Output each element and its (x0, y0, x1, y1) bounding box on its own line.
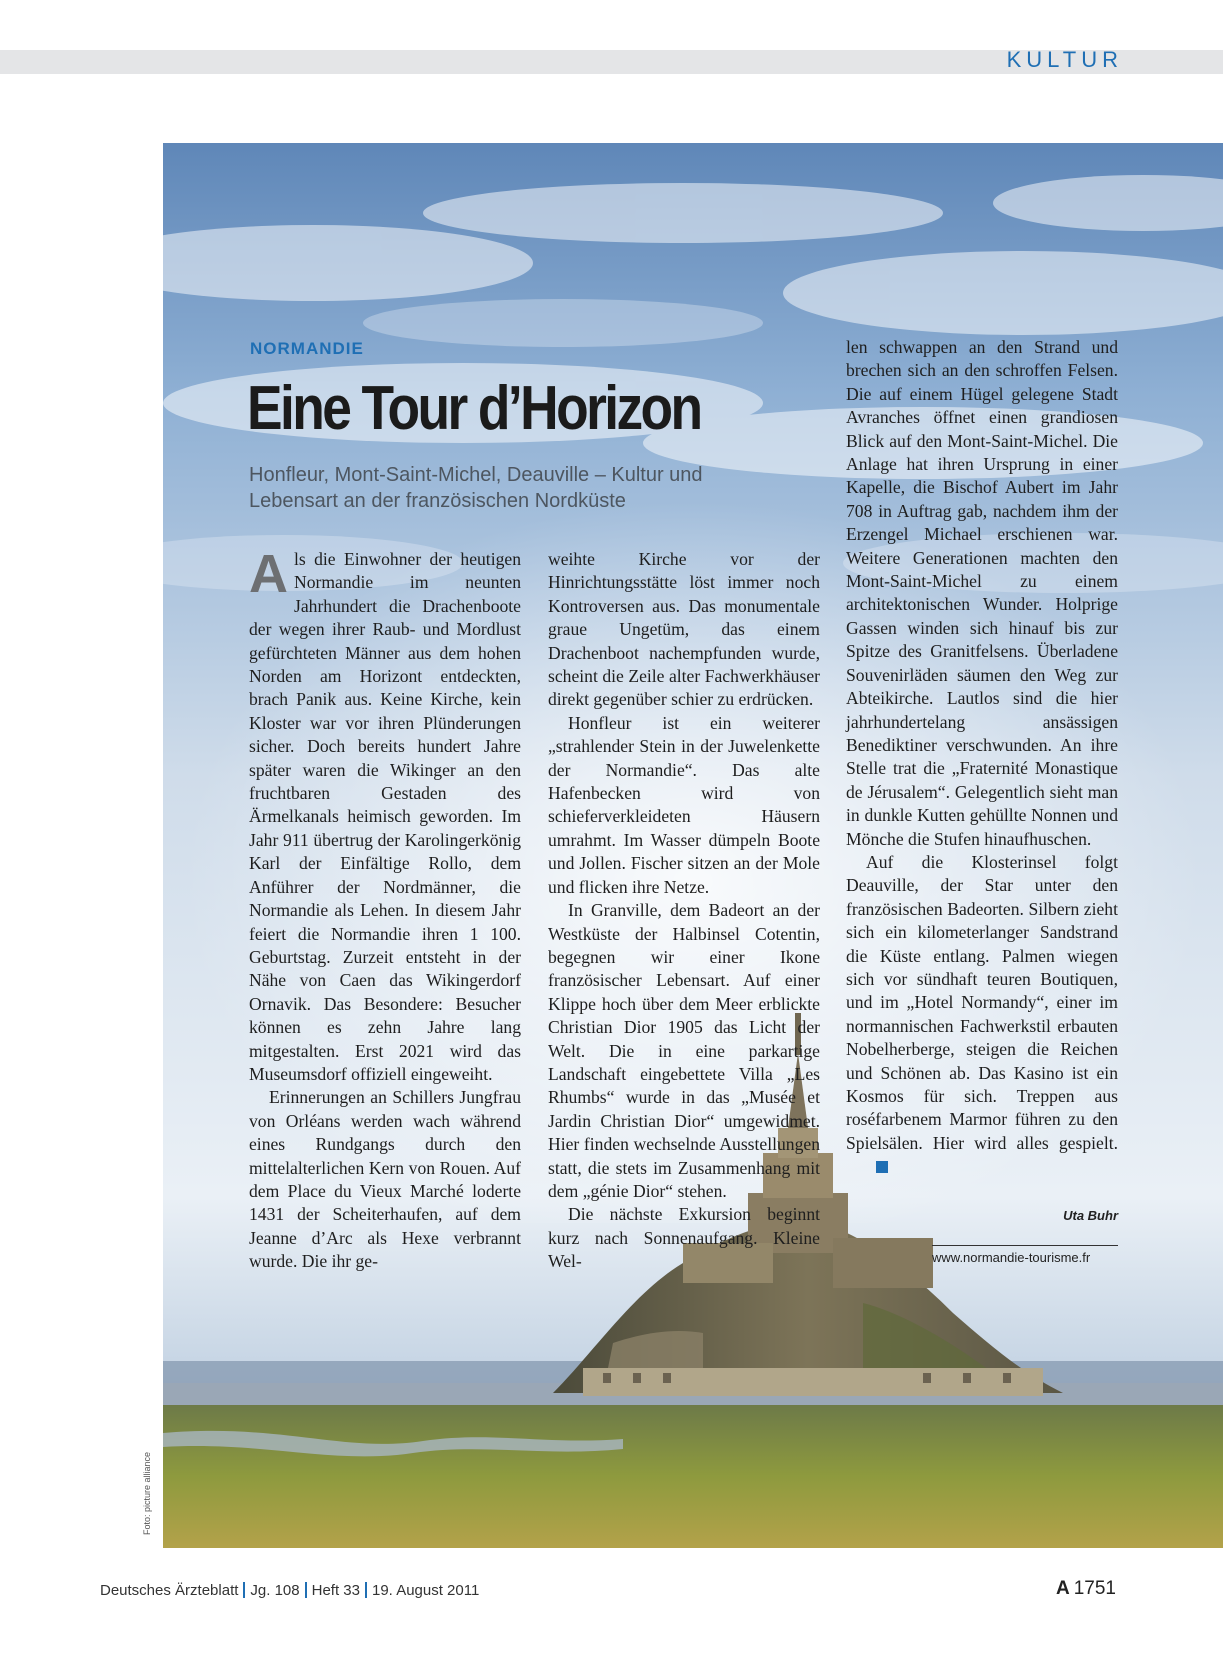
drop-cap: A (249, 544, 288, 604)
journal-name: Deutsches Ärzteblatt (100, 1582, 239, 1599)
separator (243, 1582, 245, 1598)
paragraph: Die nächste Exkursion beginnt kurz nach Sonnenaufgang. Kleine Wel- (548, 1204, 820, 1272)
page-prefix: A (1055, 1578, 1070, 1599)
paragraph (846, 851, 1118, 1179)
separator (305, 1582, 307, 1598)
paragraph: Honfleur ist ein weiterer „strahlender Stein in der Juwelenkette der Normandie“. Das alte Hafenbecken wird von schieferverkleideten Häusern umrahmt. Im Wasser dümpeln Boote und Jollen. Fischer sitzen an der Mole und flicken ihre Netze. (548, 712, 820, 897)
paragraph: len schwappen an den Strand und brechen sich an den schroffen Felsen. Die auf einem Hügel gelegene Stadt Avranches öffnet einen grandiosen Blick auf den Mont-Saint-Michel. Die Anlage hat ihren Ursprung in einer Kapelle, die Bischof Aubert im Jahr 708 in Auftrag gab, nachdem ihm der Erzengel Michael erschienen war. Weitere Generationen machten den Mont-Saint-Michel zu einem architektonischen Wunder. Holprige Gassen winden sich hinauf bis zur Spitze des Granitfelsens. Überladene Souvenirläden säumen den Weg zur Abteikirche. Lautlos sind die hier jahrhundertelang ansässigen Benediktiner verschwunden. An ihre Stelle trat die „Fraternité Monastique de Jérusalem“. Gelegentlich sieht man in dunkle Kutten gehüllte Nonnen und Mönche die Stufen hinaufhuschen. (846, 337, 1118, 849)
author-name: Uta Buhr (1063, 1208, 1118, 1223)
page-number (1056, 1578, 1116, 1600)
article-column-2 (548, 548, 820, 1274)
web-link[interactable]: www.normandie-tourisme.fr (932, 1250, 1091, 1265)
issue-date: 19. August 2011 (372, 1582, 480, 1599)
divider (932, 1245, 1118, 1246)
article-column-3 (846, 336, 1118, 1179)
article-kicker: NORMANDIE (250, 339, 364, 358)
article-column-1 (249, 544, 521, 1274)
page-number-value: 1751 (1073, 1578, 1116, 1599)
paragraph: weihte Kirche vor der Hinrichtungsstätte löst immer noch Kontroversen aus. Das monumentale graue Ungetüm, das einem Drachenboot nachempfunden wurde, scheint die Zeile alter Fachwerkhäuser direkt gegenüber schier zu erdrücken. (548, 549, 820, 710)
photo-credit: Foto: picture alliance (142, 1451, 152, 1535)
footer-citation (100, 1582, 479, 1599)
paragraph: In Granville, dem Badeort an der Westküste der Halbinsel Cotentin, begegnen wir einer Ikone französischer Lebensart. Auf einer Klippe hoch über dem Meer erblickte Christian Dior 1905 das Licht der Welt. Die in eine parkartige Landschaft eingebettete Villa „Les Rhumbs“ wurde in das „Musée et Jardin Christian Dior“ umgewidmet. Hier finden wechselnde Ausstellungen statt, die stets im Zusammenhang mit dem „génie Dior“ stehen. (548, 900, 820, 1201)
paragraph-text: ls die Einwohner der heutigen Normandie im neunten Jahrhundert die Drachenboote der wegen ihrer Raub- und Mordlust gefürchteten Männer aus dem hohen Norden am Horizont entdeckten, brach Panik aus. Keine Kirche, kein Kloster war vor ihren Plünderungen sicher. Doch bereits hundert Jahre später waren die Wikinger an den fruchtbaren Gestaden des Ärmelkanals heimisch geworden. Im Jahr 911 übertrug der Karolingerkönig Karl der Einfältige Rollo, dem Anführer der Nordmänner, die Normandie als Lehen. In diesem Jahr feiert die Normandie ihren 1 100. Geburtstag. Zurzeit entsteht in der Nähe von Caen das Wikingerdorf Ornavik. Das Besondere: Besucher können es zehn Jahre lang mitgestalten. Erst 2021 wird das Museumsdorf offiziell eingeweiht. (249, 549, 521, 1084)
separator (365, 1582, 367, 1598)
volume: Jg. 108 (250, 1582, 300, 1599)
end-mark-icon (876, 1161, 888, 1173)
paragraph (249, 544, 521, 1086)
article-subtitle: Honfleur, Mont-Saint-Michel, Deauville – Kultur und Lebensart an der französischen Nordküste (249, 464, 703, 512)
article-title: Eine Tour d’Horizon (247, 374, 701, 443)
paragraph-text: Auf die Klosterinsel folgt Deauville, der Star unter den französischen Badeorten. Silbern zieht sich ein kilometerlanger Sandstrand die Küste entlang. Palmen wiegen sich vor sündhaft teuren Boutiquen, und im „Hotel Normandy“, einer im normannischen Fachwerkstil erbauten Nobelherberge, steigen die Reichen und Schönen ab. Das Kasino ist ein Kosmos für sich. Treppen aus roséfarbenem Marmor führen zu den Spielsälen. Hier wird alles gespielt. (846, 851, 1118, 1153)
issue: Heft 33 (311, 1582, 360, 1599)
paragraph: Erinnerungen an Schillers Jungfrau von Orléans werden wach während eines Rundgangs durch den mittelalterlichen Kern von Rouen. Auf dem Place du Vieux Marché loderte 1431 der Scheiterhaufen, auf dem Jeanne d’Arc als Hexe verbrannt wurde. Die ihr ge- (249, 1087, 521, 1272)
section-label: KULTUR (1006, 47, 1123, 72)
